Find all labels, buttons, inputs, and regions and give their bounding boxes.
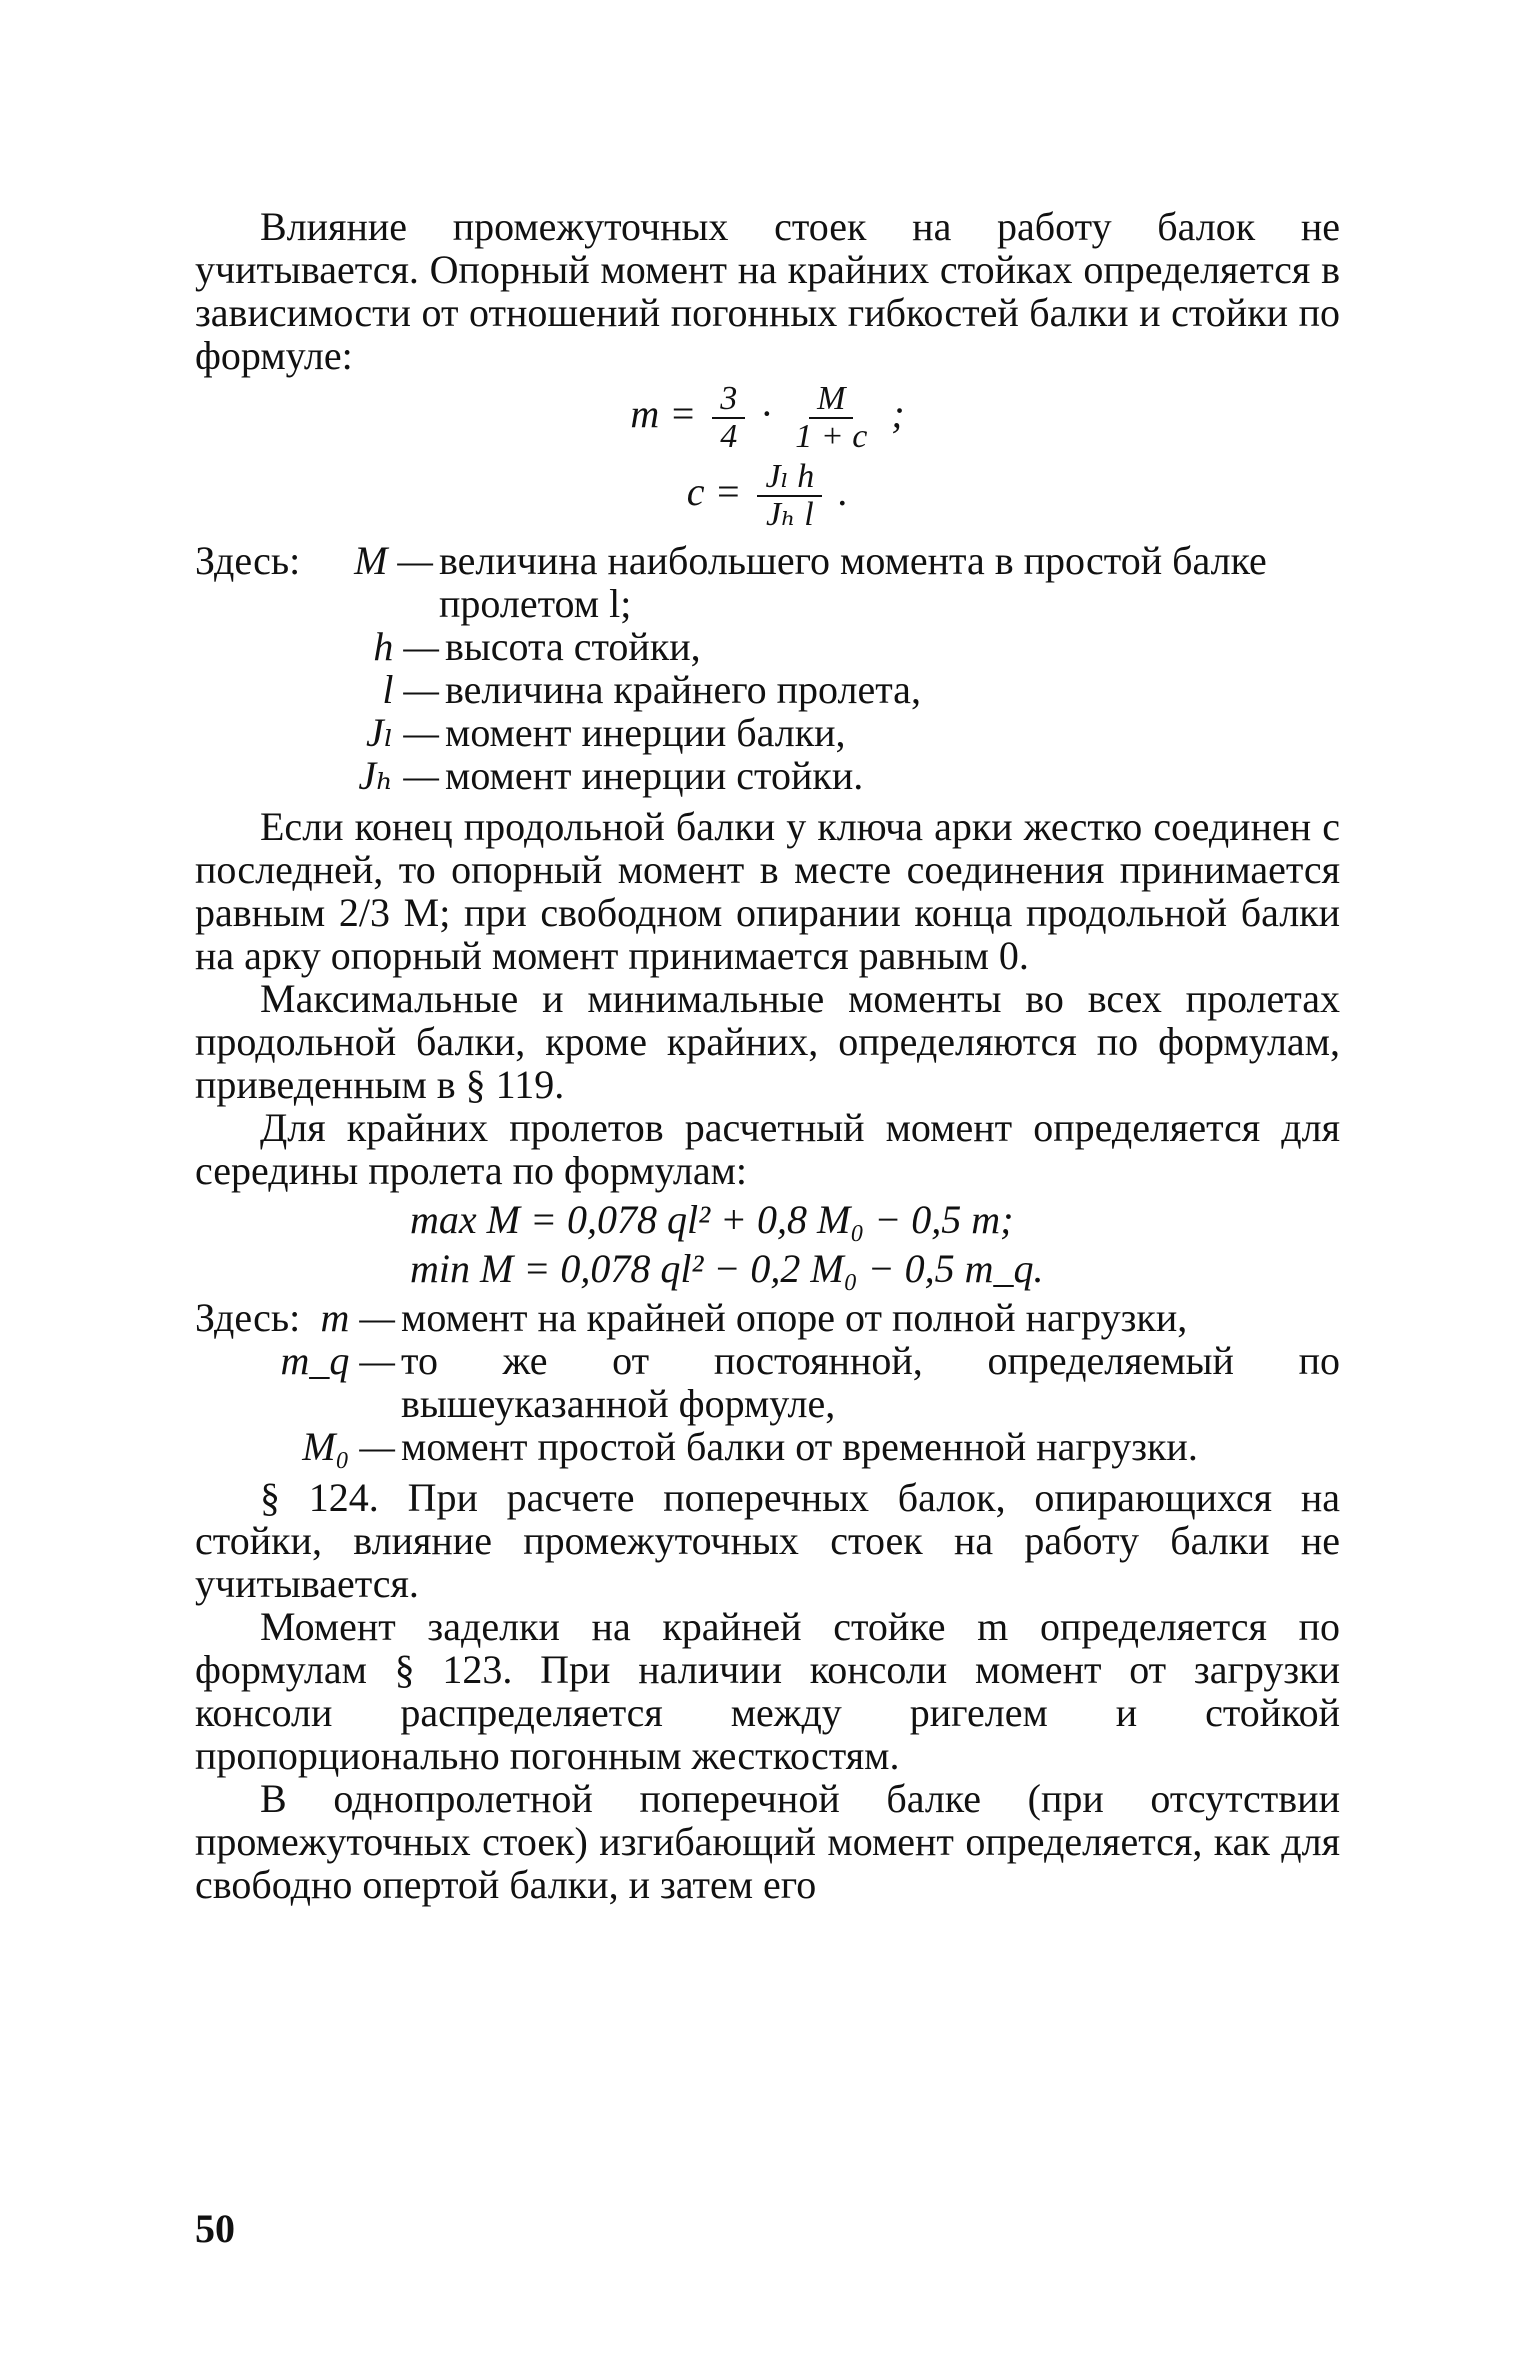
definition-row — [195, 1296, 1340, 1339]
definition-symbol: m — — [320, 1295, 395, 1340]
formula-m-end: ; — [891, 391, 905, 437]
definition-row — [195, 1425, 1340, 1468]
definition-text: то же от постоянной, определяемый по вышеуказанной формуле, — [401, 1338, 1340, 1426]
definition-row — [195, 539, 1340, 625]
definition-text: момент инерции балки, — [445, 710, 846, 755]
paragraph-6: Момент заделки на крайней стойке m определяется по формулам § 123. При наличии консоли момент от загрузки консоли распределяется между ригелем и стойкой пропорционально погонным жесткостям. — [195, 1604, 1340, 1778]
definition-row — [195, 711, 1340, 754]
formula-c — [195, 459, 1340, 533]
definition-text: высота стойки, — [445, 624, 701, 669]
formula-min-m: min M = 0,078 ql² − 0,2 M₀ − 0,5 m_q. — [410, 1246, 1044, 1291]
definition-row — [195, 1339, 1340, 1425]
fraction-numerator: M — [809, 381, 853, 419]
fraction-m-over-1c — [787, 381, 875, 455]
definition-text: момент на крайней опоре от полной нагрузки, — [401, 1295, 1188, 1340]
formula-max-m: max M = 0,078 ql² + 0,8 M₀ − 0,5 m; — [410, 1197, 1014, 1242]
definition-symbol: m_q — — [280, 1338, 395, 1383]
definition-text: величина наибольшего момента в простой балке пролетом l; — [439, 538, 1267, 626]
paragraph-5: § 124. При расчете поперечных балок, опирающихся на стойки, влияние промежуточных стоек на работу балки не учитывается. — [195, 1475, 1340, 1606]
paragraph-1: Влияние промежуточных стоек на работу балок не учитывается. Опорный момент на крайних стойках определяется в зависимости от отношений погонных гибкостей балки и стойки по формуле: — [195, 204, 1340, 378]
definition-symbol: l — — [382, 667, 439, 712]
page-body — [195, 205, 1340, 1906]
fraction-3-4 — [712, 381, 745, 455]
paragraph-7: В однопролетной поперечной балке (при отсутствии промежуточных стоек) изгибающий момент определяется, как для свободно опертой балки, и затем его — [195, 1776, 1340, 1907]
fraction-numerator: Jₗ h — [757, 459, 822, 497]
definition-row — [195, 625, 1340, 668]
definition-symbol: Jₗ — — [365, 710, 439, 755]
paragraph-3: Максимальные и минимальные моменты во всех пролетах продольной балки, кроме крайних, определяются по формулам, приведенным в § 119. — [195, 976, 1340, 1107]
fraction-denominator: 1 + c — [795, 418, 868, 455]
fraction-denominator: 4 — [720, 418, 738, 455]
paragraph-4: Для крайних пролетов расчетный момент определяется для середины пролета по формулам: — [195, 1105, 1340, 1193]
definition-symbol: M₀ — — [302, 1424, 395, 1469]
definition-text: момент инерции стойки. — [445, 753, 864, 798]
formula-c-end: . — [838, 469, 849, 515]
definition-row — [195, 754, 1340, 797]
fraction-denominator: Jₕ l — [766, 496, 814, 533]
fraction-numerator: 3 — [712, 381, 745, 419]
definition-symbol: h — — [373, 624, 439, 669]
definitions-2 — [195, 1296, 1340, 1468]
definition-symbol: Jₕ — — [358, 753, 439, 798]
paragraph-2: Если конец продольной балки у ключа арки жестко соединен с последней, то опорный момент в месте соединения принимается равным 2/3 M; при свободном опирании конца продольной балки на арку опорный момент принимается равным 0. — [195, 804, 1340, 978]
multiply-dot: · — [761, 391, 782, 437]
formula-m-lhs: m = — [630, 391, 707, 437]
definition-row — [195, 668, 1340, 711]
formula-m — [195, 381, 1340, 455]
definition-text: величина крайнего пролета, — [445, 667, 921, 712]
formula-c-lhs: c = — [686, 469, 752, 515]
definitions-label: Здесь: — [195, 1295, 301, 1340]
definition-text: момент простой балки от временной нагрузки. — [401, 1424, 1198, 1469]
definitions-label: Здесь: — [195, 538, 301, 583]
definition-symbol: M — — [354, 538, 433, 583]
page-number: 50 — [195, 2206, 235, 2251]
definitions-1 — [195, 539, 1340, 797]
fraction-jh-over-jl — [757, 459, 822, 533]
